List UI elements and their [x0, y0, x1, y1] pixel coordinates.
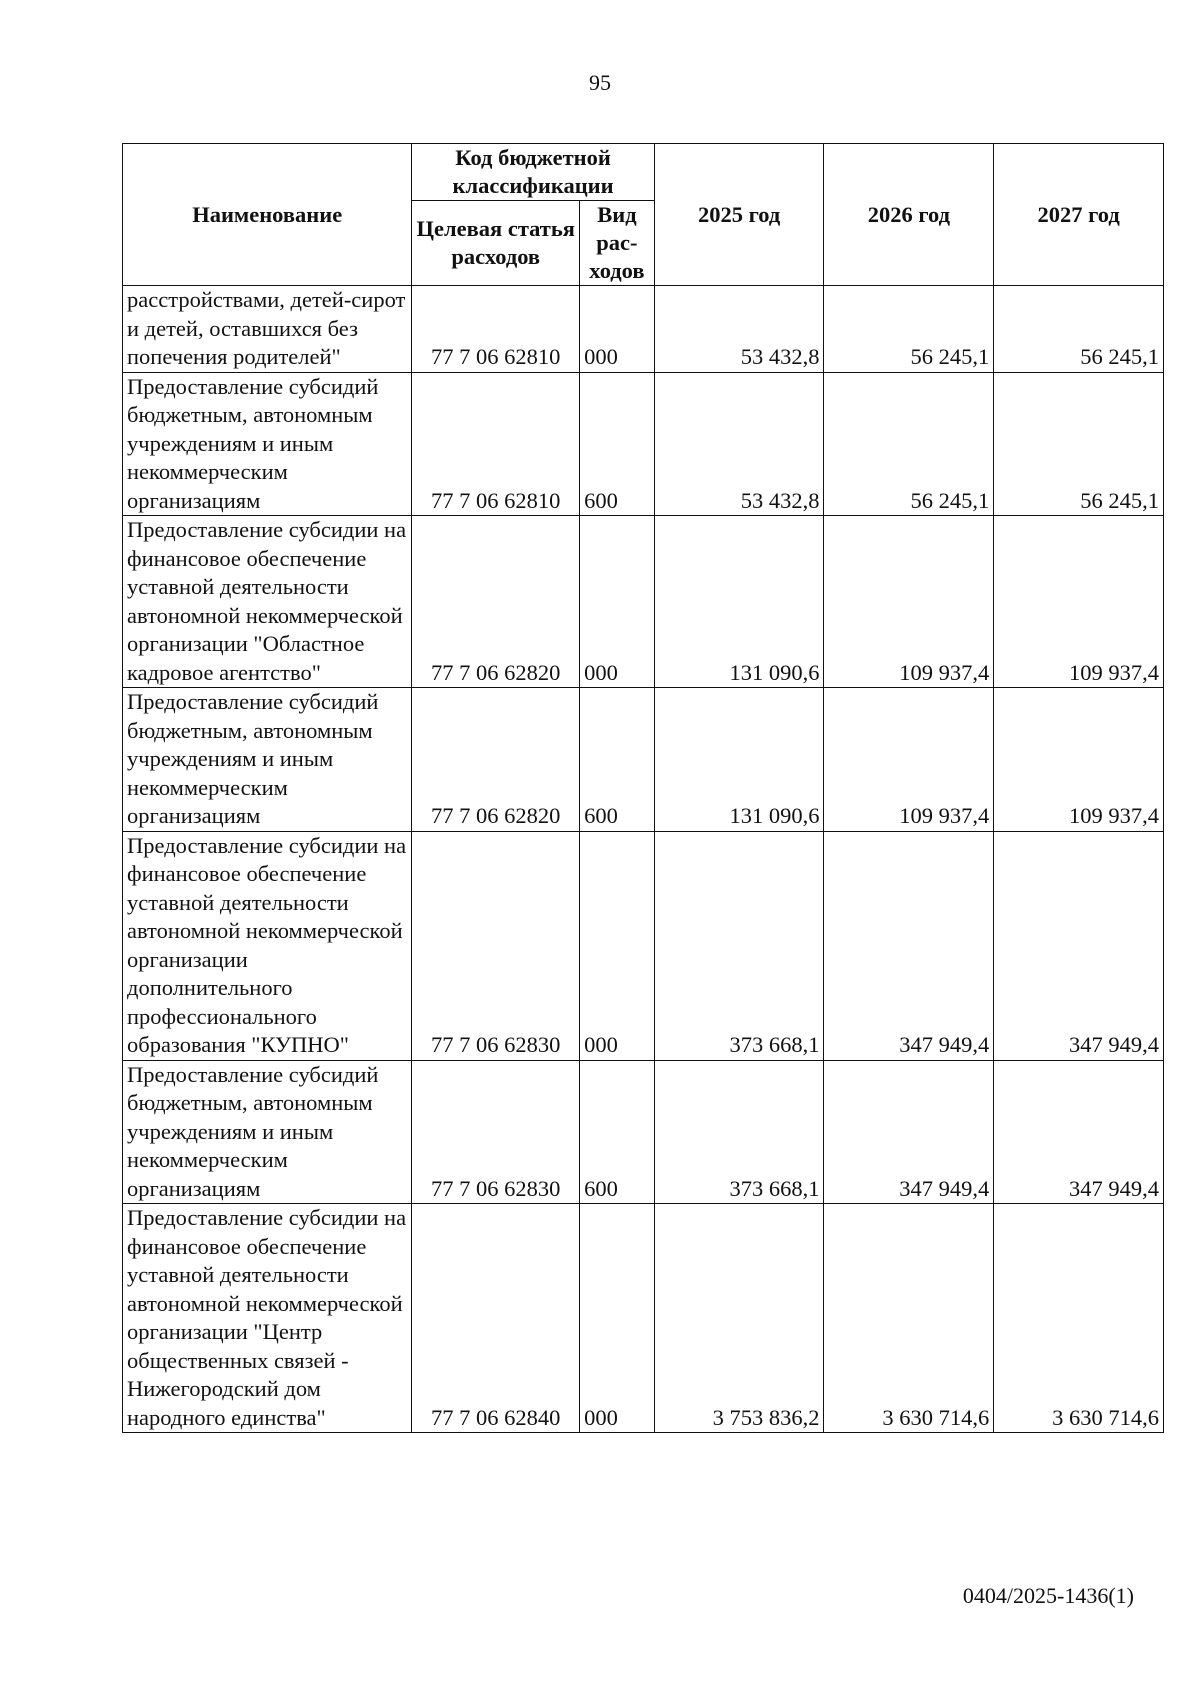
row-2027: 56 245,1 [994, 286, 1164, 373]
row-target-article: 77 7 06 62830 [412, 831, 580, 1060]
row-expense-type: 000 [580, 286, 655, 373]
row-target-article: 77 7 06 62830 [412, 1060, 580, 1204]
table-row [123, 372, 1164, 516]
header-row-top [123, 144, 1164, 201]
row-expense-type: 600 [580, 688, 655, 832]
table-row [123, 1060, 1164, 1204]
header-2025: 2025 год [654, 144, 824, 286]
table-row [123, 516, 1164, 688]
row-target-article: 77 7 06 62810 [412, 286, 580, 373]
row-target-article: 77 7 06 62820 [412, 688, 580, 832]
row-2026: 56 245,1 [824, 286, 994, 373]
row-2025: 373 668,1 [654, 1060, 824, 1204]
row-2025: 53 432,8 [654, 286, 824, 373]
row-2027: 56 245,1 [994, 372, 1164, 516]
row-2026: 109 937,4 [824, 688, 994, 832]
row-2027: 3 630 714,6 [994, 1204, 1164, 1433]
row-2026: 109 937,4 [824, 516, 994, 688]
header-expense-type: Вид рас- ходов [580, 201, 655, 286]
row-2025: 373 668,1 [654, 831, 824, 1060]
header-target-article: Целевая статья расходов [412, 201, 580, 286]
row-2027: 109 937,4 [994, 688, 1164, 832]
table-row [123, 831, 1164, 1060]
row-expense-type: 600 [580, 1060, 655, 1204]
header-2027: 2027 год [994, 144, 1164, 286]
row-expense-type: 000 [580, 516, 655, 688]
row-name: Предоставление субсидии на финансовое обеспечение уставной деятельности автономной некоммерческой организации "Центр общественных связей - Нижегородский дом народного единства" [123, 1204, 412, 1433]
document-id: 0404/2025-1436(1) [962, 1583, 1134, 1608]
row-2025: 131 090,6 [654, 688, 824, 832]
table-row [123, 688, 1164, 832]
row-name: Предоставление субсидий бюджетным, автономным учреждениям и иным некоммерческим организациям [123, 372, 412, 516]
row-2027: 109 937,4 [994, 516, 1164, 688]
row-name: Предоставление субсидии на финансовое обеспечение уставной деятельности автономной некоммерческой организации "Областное кадровое агентство" [123, 516, 412, 688]
table-row [123, 286, 1164, 373]
row-2025: 131 090,6 [654, 516, 824, 688]
row-2025: 3 753 836,2 [654, 1204, 824, 1433]
row-expense-type: 000 [580, 831, 655, 1060]
row-name: Предоставление субсидии на финансовое обеспечение уставной деятельности автономной некоммерческой организации дополнительного профессионального образования "КУПНО" [123, 831, 412, 1060]
row-expense-type: 600 [580, 372, 655, 516]
budget-table [122, 143, 1164, 1433]
row-2025: 53 432,8 [654, 372, 824, 516]
row-name: Предоставление субсидий бюджетным, автономным учреждениям и иным некоммерческим организациям [123, 688, 412, 832]
row-2026: 347 949,4 [824, 1060, 994, 1204]
row-2026: 56 245,1 [824, 372, 994, 516]
row-target-article: 77 7 06 62840 [412, 1204, 580, 1433]
row-name: Предоставление субсидий бюджетным, автономным учреждениям и иным некоммерческим организациям [123, 1060, 412, 1204]
row-name: расстройствами, детей-сирот и детей, оставшихся без попечения родителей" [123, 286, 412, 373]
row-2026: 3 630 714,6 [824, 1204, 994, 1433]
table-row [123, 1204, 1164, 1433]
header-code-group: Код бюджетной классификации [412, 144, 654, 201]
row-target-article: 77 7 06 62810 [412, 372, 580, 516]
row-2027: 347 949,4 [994, 1060, 1164, 1204]
page-number: 95 [589, 70, 611, 95]
header-name: Наименование [123, 144, 412, 286]
row-target-article: 77 7 06 62820 [412, 516, 580, 688]
header-2026: 2026 год [824, 144, 994, 286]
row-2026: 347 949,4 [824, 831, 994, 1060]
row-expense-type: 000 [580, 1204, 655, 1433]
row-2027: 347 949,4 [994, 831, 1164, 1060]
